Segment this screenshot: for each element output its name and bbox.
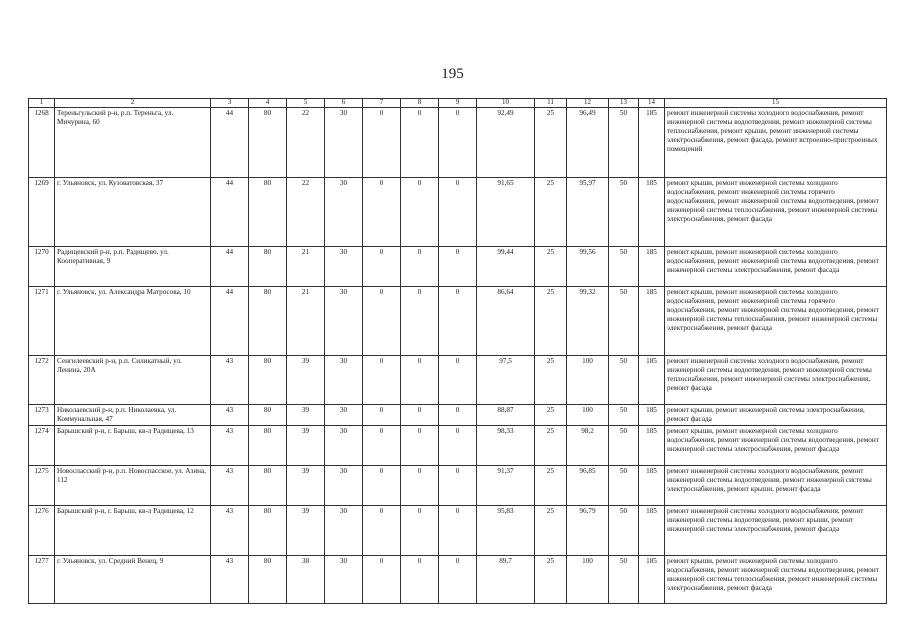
table-row (29, 108, 887, 178)
value-cell: 30 (325, 466, 363, 506)
address-cell: Сенгилеевский р-н, р.п. Силикатный, ул. Ленина, 20А (55, 356, 211, 405)
value-cell: 25 (535, 426, 567, 466)
value-cell: 0 (439, 356, 477, 405)
table-row (29, 356, 887, 405)
value-cell: 0 (439, 405, 477, 426)
value-cell: 80 (249, 287, 287, 356)
works-cell: ремонт крыши, ремонт инженерной системы холодного водоснабжения, ремонт инженерной системы горячего водоснабжения, ремонт инженерной системы водоотведения, ремонт инженерной системы теплоснабжения, ремонт инженерной системы электроснабжения, ремонт фасада (665, 287, 887, 356)
value-cell: 25 (535, 247, 567, 287)
value-cell: 0 (401, 108, 439, 178)
value-cell: 0 (401, 247, 439, 287)
header-row (29, 99, 887, 108)
value-cell: 44 (211, 108, 249, 178)
value-cell: 30 (325, 108, 363, 178)
value-cell: 50 (609, 506, 639, 556)
value-cell: 39 (287, 506, 325, 556)
works-cell: ремонт крыши, ремонт инженерной системы холодного водоснабжения, ремонт инженерной системы горячего водоснабжения, ремонт инженерной системы водоотведения, ремонт инженерной системы теплоснабжения, ремонт инженерной системы электроснабжения, ремонт фасада (665, 178, 887, 247)
value-cell: 0 (439, 247, 477, 287)
row-number: 1268 (29, 108, 55, 178)
value-cell: 80 (249, 356, 287, 405)
works-cell: ремонт крыши, ремонт инженерной системы холодного водоснабжения, ремонт инженерной системы водоотведения, ремонт инженерной системы электроснабжения, ремонт фасада (665, 247, 887, 287)
value-cell: 50 (609, 556, 639, 604)
value-cell: 0 (401, 466, 439, 506)
column-header: 7 (363, 99, 401, 108)
works-cell: ремонт инженерной системы холодного водоснабжения, ремонт инженерной системы водоотведения, ремонт инженерной системы теплоснабжения, ремонт крыши, ремонт инженерной системы электроснабжения, ремонт фасада, ремонт встроенно-пристроенных помещений (665, 108, 887, 178)
value-cell: 0 (363, 247, 401, 287)
value-cell: 86,64 (477, 287, 535, 356)
value-cell: 0 (439, 426, 477, 466)
works-cell: ремонт инженерной системы холодного водоснабжения, ремонт инженерной системы водоотведения, ремонт крыши, ремонт инженерной системы электроснабжения, ремонт фасада (665, 506, 887, 556)
value-cell: 30 (325, 247, 363, 287)
column-header: 11 (535, 99, 567, 108)
value-cell: 95,83 (477, 506, 535, 556)
row-number: 1276 (29, 506, 55, 556)
value-cell: 80 (249, 426, 287, 466)
value-cell: 30 (325, 426, 363, 466)
value-cell: 0 (363, 405, 401, 426)
value-cell: 39 (287, 405, 325, 426)
column-header: 14 (639, 99, 665, 108)
value-cell: 80 (249, 108, 287, 178)
value-cell: 185 (639, 426, 665, 466)
address-cell: Барышский р-н, г. Барыш, кв-л Радищева, 13 (55, 426, 211, 466)
value-cell: 0 (439, 556, 477, 604)
works-cell: ремонт инженерной системы холодного водоснабжения, ремонт инженерной системы водоотведения, ремонт инженерной системы теплоснабжения, ремонт инженерной системы электроснабжения, ремонт фасада (665, 356, 887, 405)
value-cell: 185 (639, 506, 665, 556)
value-cell: 80 (249, 405, 287, 426)
value-cell: 0 (439, 287, 477, 356)
value-cell: 185 (639, 466, 665, 506)
row-number: 1274 (29, 426, 55, 466)
value-cell: 98,2 (567, 426, 609, 466)
address-cell: г. Ульяновск, ул. Александра Матросова, 10 (55, 287, 211, 356)
page-number: 195 (441, 66, 464, 82)
value-cell: 44 (211, 287, 249, 356)
address-cell: Радищевский р-н, р.п. Радищево, ул. Кооперативная, 9 (55, 247, 211, 287)
value-cell: 0 (363, 506, 401, 556)
value-cell: 25 (535, 178, 567, 247)
value-cell: 22 (287, 178, 325, 247)
value-cell: 91,65 (477, 178, 535, 247)
value-cell: 21 (287, 287, 325, 356)
value-cell: 0 (401, 356, 439, 405)
value-cell: 91,37 (477, 466, 535, 506)
value-cell: 0 (401, 405, 439, 426)
table-row (29, 405, 887, 426)
works-cell: ремонт инженерной системы холодного водоснабжения, ремонт инженерной системы водоотведения, ремонт инженерной системы электроснабжения, ремонт крыши, ремонт фасада (665, 466, 887, 506)
value-cell: 185 (639, 178, 665, 247)
value-cell: 99,32 (567, 287, 609, 356)
value-cell: 50 (609, 247, 639, 287)
value-cell: 43 (211, 466, 249, 506)
value-cell: 22 (287, 108, 325, 178)
table-row (29, 466, 887, 506)
row-number: 1275 (29, 466, 55, 506)
value-cell: 96,49 (567, 108, 609, 178)
table-body (29, 108, 887, 604)
column-header: 1 (29, 99, 55, 108)
column-header: 6 (325, 99, 363, 108)
value-cell: 80 (249, 506, 287, 556)
value-cell: 80 (249, 247, 287, 287)
address-cell: Новоспасский р-н, р.п. Новоспасское, ул. Азина, 112 (55, 466, 211, 506)
row-number: 1271 (29, 287, 55, 356)
value-cell: 50 (609, 108, 639, 178)
value-cell: 39 (287, 356, 325, 405)
works-cell: ремонт крыши, ремонт инженерной системы холодного водоснабжения, ремонт инженерной системы водоотведения, ремонт инженерной системы электроснабжения, ремонт фасада (665, 426, 887, 466)
value-cell: 0 (363, 466, 401, 506)
value-cell: 39 (287, 466, 325, 506)
row-number: 1277 (29, 556, 55, 604)
value-cell: 0 (439, 466, 477, 506)
address-cell: Барышский р-н, г. Барыш, кв-л Радищева, 12 (55, 506, 211, 556)
value-cell: 0 (401, 556, 439, 604)
value-cell: 80 (249, 466, 287, 506)
value-cell: 0 (363, 426, 401, 466)
value-cell: 100 (567, 356, 609, 405)
value-cell: 50 (609, 287, 639, 356)
table-row (29, 287, 887, 356)
value-cell: 0 (401, 426, 439, 466)
value-cell: 80 (249, 178, 287, 247)
value-cell: 50 (609, 426, 639, 466)
value-cell: 43 (211, 506, 249, 556)
row-number: 1270 (29, 247, 55, 287)
value-cell: 185 (639, 556, 665, 604)
value-cell: 100 (567, 556, 609, 604)
value-cell: 0 (439, 506, 477, 556)
value-cell: 25 (535, 506, 567, 556)
value-cell: 99,44 (477, 247, 535, 287)
table-row (29, 426, 887, 466)
value-cell: 39 (287, 426, 325, 466)
row-number: 1269 (29, 178, 55, 247)
value-cell: 97,5 (477, 356, 535, 405)
value-cell: 185 (639, 356, 665, 405)
value-cell: 30 (325, 556, 363, 604)
address-cell: Тереньгульский р-н, р.п. Тереньга, ул. Мичурина, 60 (55, 108, 211, 178)
value-cell: 0 (401, 178, 439, 247)
value-cell: 30 (325, 405, 363, 426)
value-cell: 44 (211, 178, 249, 247)
column-header: 5 (287, 99, 325, 108)
column-header: 8 (401, 99, 439, 108)
value-cell: 25 (535, 108, 567, 178)
value-cell: 0 (439, 108, 477, 178)
value-cell: 25 (535, 556, 567, 604)
value-cell: 25 (535, 405, 567, 426)
value-cell: 43 (211, 426, 249, 466)
column-header: 3 (211, 99, 249, 108)
value-cell: 30 (325, 287, 363, 356)
value-cell: 96,85 (567, 466, 609, 506)
value-cell: 98,33 (477, 426, 535, 466)
value-cell: 44 (211, 247, 249, 287)
value-cell: 92,49 (477, 108, 535, 178)
value-cell: 0 (363, 178, 401, 247)
address-cell: Николаевский р-н, р.п. Николаевка, ул. Коммунальная, 47 (55, 405, 211, 426)
value-cell: 43 (211, 405, 249, 426)
value-cell: 50 (609, 178, 639, 247)
value-cell: 99,56 (567, 247, 609, 287)
value-cell: 50 (609, 356, 639, 405)
value-cell: 185 (639, 247, 665, 287)
value-cell: 0 (363, 556, 401, 604)
value-cell: 25 (535, 287, 567, 356)
table-row (29, 556, 887, 604)
value-cell: 0 (363, 356, 401, 405)
column-header: 4 (249, 99, 287, 108)
column-header: 9 (439, 99, 477, 108)
value-cell: 30 (325, 506, 363, 556)
data-table (28, 98, 887, 604)
table-row (29, 178, 887, 247)
works-cell: ремонт крыши, ремонт инженерной системы холодного водоснабжения, ремонт инженерной системы водоотведения, ремонт инженерной системы теплоснабжения, ремонт инженерной системы электроснабжения, ремонт фасада (665, 556, 887, 604)
table-row (29, 247, 887, 287)
row-number: 1272 (29, 356, 55, 405)
table-row (29, 506, 887, 556)
value-cell: 185 (639, 108, 665, 178)
value-cell: 21 (287, 247, 325, 287)
value-cell: 89,7 (477, 556, 535, 604)
value-cell: 43 (211, 356, 249, 405)
column-header: 10 (477, 99, 535, 108)
value-cell: 0 (363, 108, 401, 178)
value-cell: 0 (401, 287, 439, 356)
value-cell: 80 (249, 556, 287, 604)
row-number: 1273 (29, 405, 55, 426)
column-header: 12 (567, 99, 609, 108)
column-header: 2 (55, 99, 211, 108)
value-cell: 30 (325, 178, 363, 247)
value-cell: 100 (567, 405, 609, 426)
value-cell: 38 (287, 556, 325, 604)
value-cell: 43 (211, 556, 249, 604)
value-cell: 50 (609, 466, 639, 506)
value-cell: 0 (401, 506, 439, 556)
value-cell: 0 (363, 287, 401, 356)
address-cell: г. Ульяновск, ул. Кузоватовская, 37 (55, 178, 211, 247)
works-cell: ремонт крыши, ремонт инженерной системы электроснабжения, ремонт фасада (665, 405, 887, 426)
column-header: 15 (665, 99, 887, 108)
value-cell: 88,87 (477, 405, 535, 426)
value-cell: 96,79 (567, 506, 609, 556)
column-header: 13 (609, 99, 639, 108)
value-cell: 95,97 (567, 178, 609, 247)
value-cell: 30 (325, 356, 363, 405)
value-cell: 25 (535, 466, 567, 506)
value-cell: 185 (639, 405, 665, 426)
value-cell: 185 (639, 287, 665, 356)
value-cell: 25 (535, 356, 567, 405)
value-cell: 50 (609, 405, 639, 426)
value-cell: 0 (439, 178, 477, 247)
address-cell: г. Ульяновск, ул. Средний Венец, 9 (55, 556, 211, 604)
